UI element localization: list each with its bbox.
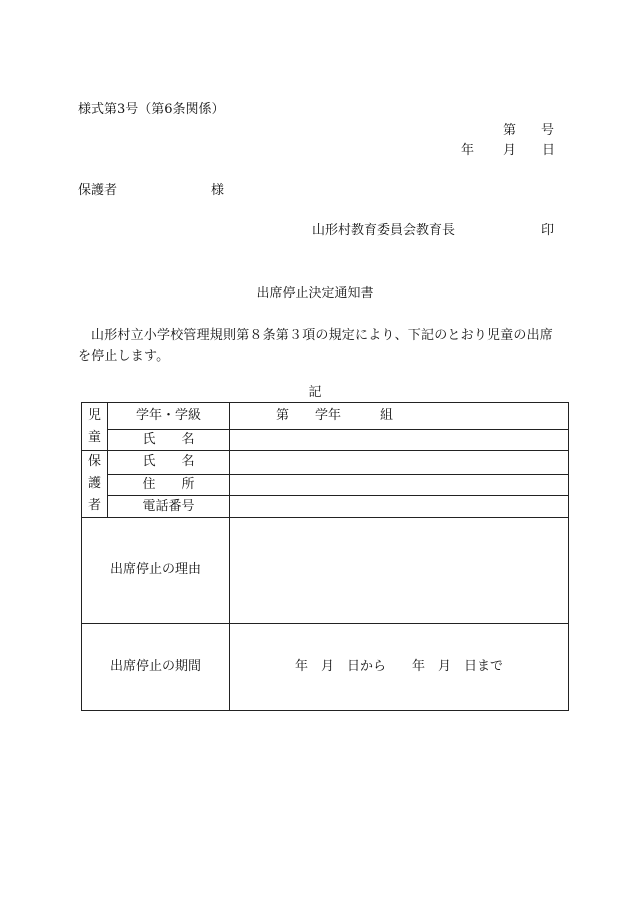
recipient-honorific: 様 [211, 183, 225, 198]
child-name-label: 氏 名 [108, 430, 230, 451]
table-row [82, 624, 569, 711]
ki-marker: 記 [308, 385, 322, 400]
period-label: 出席停止の期間 [82, 624, 230, 711]
address-field[interactable] [230, 474, 569, 496]
reason-field[interactable] [230, 518, 569, 624]
guardian-name-field[interactable] [230, 451, 569, 475]
guardian-group-cell [82, 451, 108, 518]
document-number-suffix: 号 [541, 123, 555, 138]
body-paragraph: 山形村立小学校管理規則第８条第３項の規定により、下記のとおり児童の出席を停止します。 [78, 328, 554, 364]
table-row [82, 451, 569, 475]
table-row [82, 496, 569, 518]
document-title: 出席停止決定通知書 [256, 286, 374, 301]
date-day-label: 日 [542, 143, 556, 158]
grade-class-label: 学年・学級 [108, 403, 230, 430]
child-name-field[interactable] [230, 430, 569, 451]
form-number: 様式第3号（第6条関係） [78, 102, 225, 117]
date-month-label: 月 [503, 143, 517, 158]
address-label: 住 所 [108, 474, 230, 496]
phone-field[interactable] [230, 496, 569, 518]
table-row [82, 474, 569, 496]
table-row [82, 518, 569, 624]
grade-class-field[interactable]: 第 学年 組 [230, 403, 569, 430]
table-row [82, 403, 569, 430]
document-number-prefix: 第 [503, 123, 517, 138]
issuer-name: 山形村教育委員会教育長 [312, 223, 456, 238]
child-group-cell [82, 403, 108, 451]
guardian-name-label: 氏 名 [108, 451, 230, 475]
reason-label: 出席停止の理由 [82, 518, 230, 624]
period-field[interactable]: 年 月 日から 年 月 日まで [230, 624, 569, 711]
child-group-label: 児 童 [87, 407, 101, 445]
date-year-label: 年 [461, 143, 475, 158]
seal-mark: 印 [541, 223, 555, 238]
phone-label: 電話番号 [108, 496, 230, 518]
recipient-label: 保護者 [78, 183, 118, 198]
table-row [82, 430, 569, 451]
notice-form-table [81, 402, 569, 711]
guardian-group-label: 保 護 者 [87, 454, 101, 513]
